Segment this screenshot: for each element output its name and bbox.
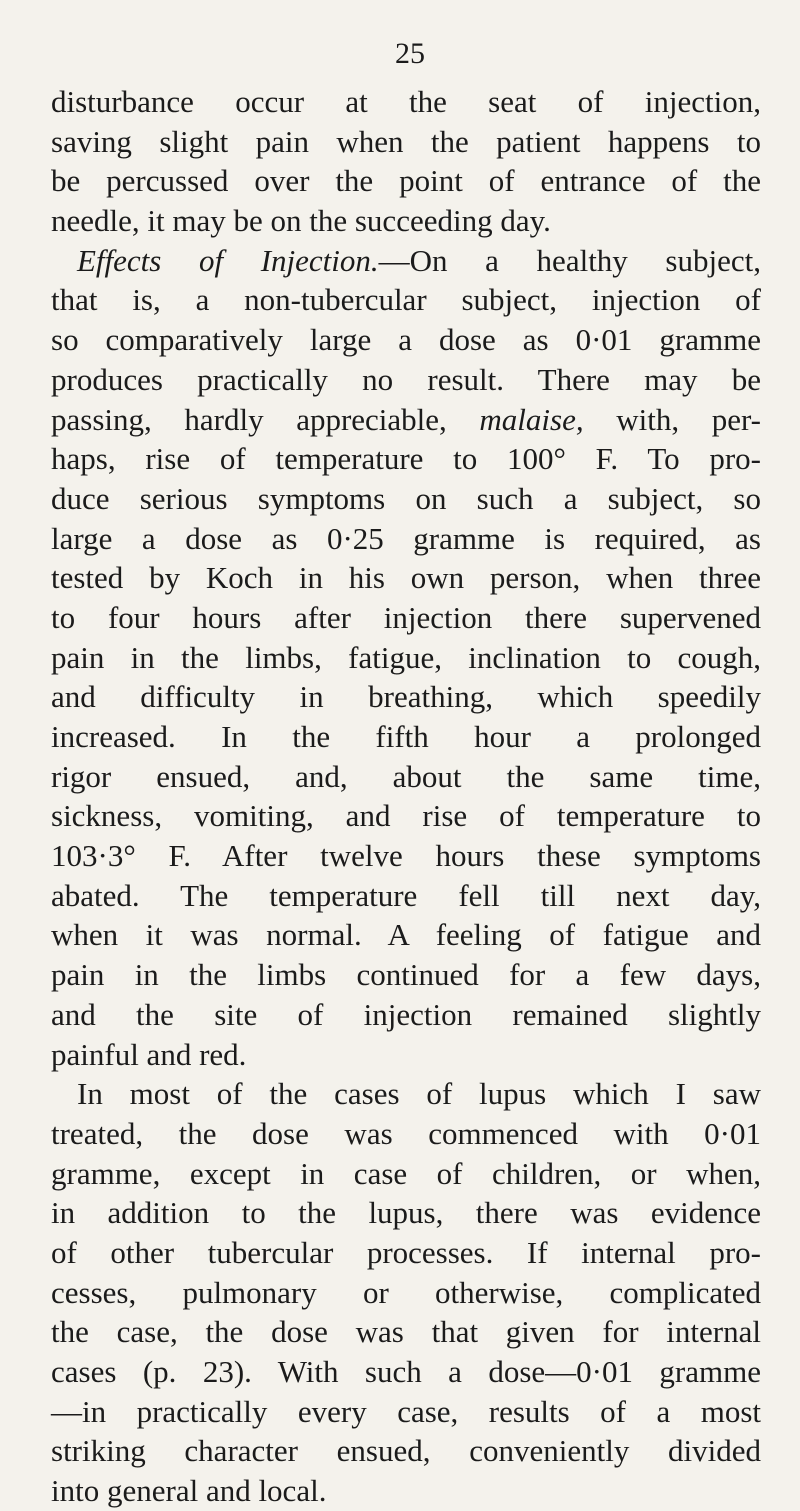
text-line: treated, the dose was commenced with 0·01 [51, 1115, 761, 1151]
text-line: cesses, pulmonary or otherwise, complicated [51, 1274, 761, 1310]
text-line: striking character ensued, conveniently divided [51, 1433, 761, 1469]
text-fragment: —On a healthy subject, [378, 242, 761, 278]
body-text [51, 82, 761, 1511]
text-line: and difficulty in breathing, which speedily [51, 679, 761, 715]
text-line: large a dose as 0·25 gramme is required, as [51, 520, 761, 556]
text-line: be percussed over the point of entrance of the [51, 163, 761, 199]
text-line: saving slight pain when the patient happens to [51, 123, 761, 159]
paragraph-start-line: In most of the cases of lupus which I saw [77, 1076, 761, 1112]
text-line: so comparatively large a dose as 0·01 gramme [51, 322, 761, 358]
text-line: when it was normal. A feeling of fatigue and [51, 917, 761, 953]
italic-term: malaise, [479, 401, 584, 437]
text-line: increased. In the fifth hour a prolonged [51, 719, 761, 754]
text-line: needle, it may be on the succeeding day. [51, 203, 551, 239]
text-line: sickness, vomiting, and rise of temperature to [51, 798, 761, 834]
text-line [51, 400, 761, 440]
text-line: in addition to the lupus, there was evidence [51, 1195, 761, 1231]
text-line: abated. The temperature fell till next day, [51, 877, 761, 913]
text-line: and the site of injection remained slightly [51, 996, 761, 1032]
text-line: cases (p. 23). With such a dose—0·01 gramme [51, 1354, 761, 1389]
text-line: that is, a non-tubercular subject, injection of [51, 282, 761, 318]
text-line: painful and red. [51, 1036, 247, 1072]
text-line: disturbance occur at the seat of injection, [51, 84, 761, 119]
text-line: gramme, except in case of children, or when, [51, 1155, 761, 1191]
text-line: into general and local. [51, 1473, 327, 1509]
text-line: the case, the dose was that given for internal [51, 1314, 761, 1350]
text-line: haps, rise of temperature to 100° F. To pro- [51, 441, 761, 477]
text-line: duce serious symptoms on such a subject, so [51, 480, 761, 516]
text-line: produces practically no result. There may be [51, 361, 761, 397]
section-heading-line [51, 241, 761, 281]
text-line: rigor ensued, and, about the same time, [51, 758, 761, 794]
text-line: pain in the limbs continued for a few days, [51, 957, 761, 993]
text-line: —in practically every case, results of a most [51, 1393, 761, 1429]
text-line: of other tubercular processes. If internal pro- [51, 1234, 761, 1270]
text-fragment: with, per- [583, 401, 761, 437]
text-fragment: passing, hardly appreciable, [51, 401, 480, 437]
page-number: 25 [395, 37, 425, 70]
text-line: tested by Koch in his own person, when three [51, 560, 761, 596]
section-heading: Effects of Injection. [77, 242, 379, 278]
text-line: 103·3° F. After twelve hours these symptoms [51, 838, 761, 874]
text-line: to four hours after injection there supervened [51, 599, 761, 635]
text-line: pain in the limbs, fatigue, inclination to cough, [51, 639, 761, 675]
